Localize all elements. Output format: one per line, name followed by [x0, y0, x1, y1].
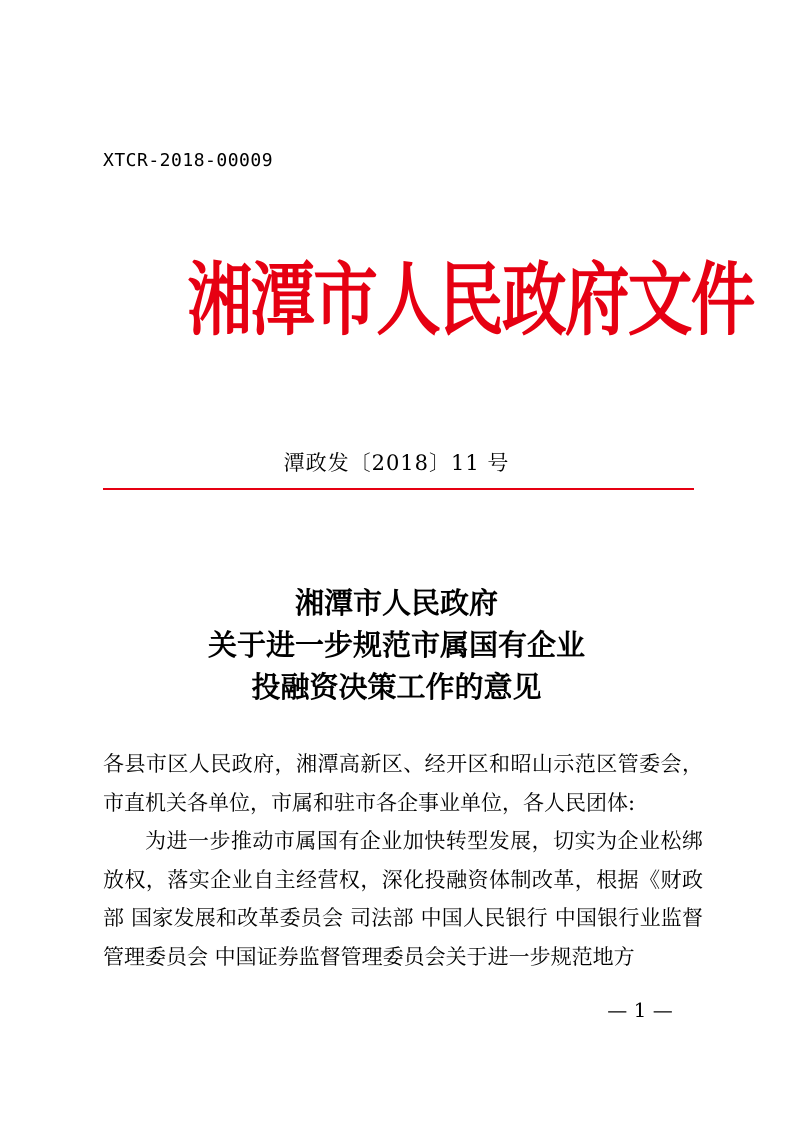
document-title: [0, 582, 793, 708]
title-line-2: 关于进一步规范市属国有企业: [207, 628, 585, 662]
body-paragraph-1: 为进一步推动市属国有企业加快转型发展，切实为企业松绑放权，落实企业自主经营权，深化投融资体制改革，根据《财政部 国家发展和改革委员会 司法部 中国人民银行 中国银行业监督管理委员会 中国证券监督管理委员会关于进一步规范地方: [103, 829, 703, 969]
document-masthead: 湘潭市人民政府文件: [187, 252, 754, 347]
document-body: [103, 745, 703, 976]
page-number: — 1 —: [607, 998, 673, 1022]
document-code: XTCR-2018-00009: [103, 150, 274, 171]
addressee-paragraph: 各县市区人民政府，湘潭高新区、经开区和昭山示范区管委会，市直机关各单位，市属和驻市各企事业单位，各人民团体:: [103, 752, 703, 815]
issue-number: 潭政发〔2018〕11 号: [283, 451, 510, 475]
title-line-1: 湘潭市人民政府: [294, 586, 498, 620]
title-line-3: 投融资决策工作的意见: [251, 670, 542, 704]
red-separator-line: [103, 488, 694, 490]
